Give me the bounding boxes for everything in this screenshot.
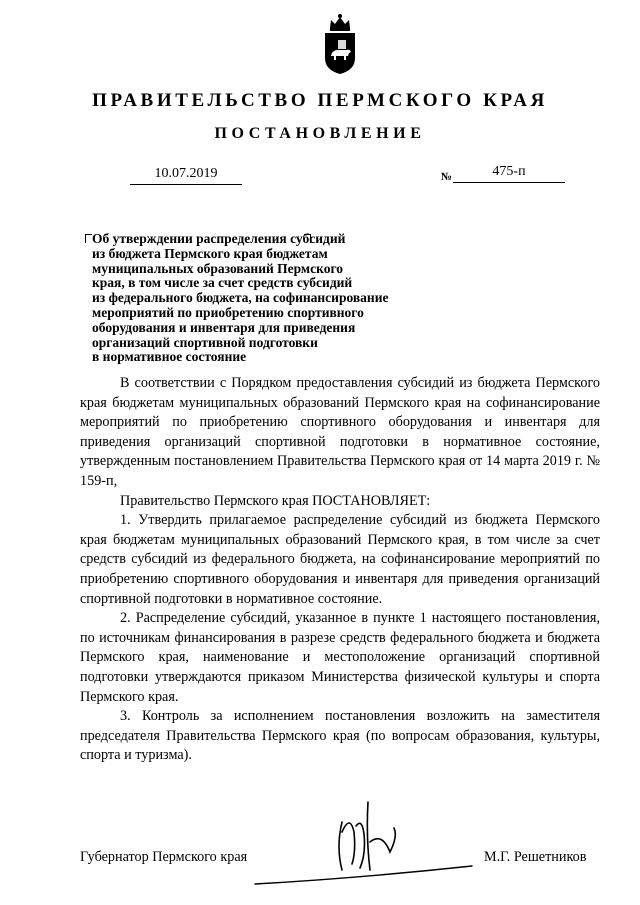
subject-line: оборудования и инвентаря для приведения	[92, 319, 356, 335]
number-label: №	[441, 171, 453, 183]
subject-line: края, в том числе за счет средств субсидий	[92, 275, 353, 291]
item-2-paragraph: 2. Распределение субсидий, указанное в пункте 1 настоящего постановления, по источникам финансирования в разрезе средств федерального бюджета и бюджета Пермского края, наименование и местоположение организаций спортивной подготовки утверждаются приказом Министерства физической культуры и спорта Пермского края.	[80, 610, 600, 705]
item-1-paragraph: 1. Утвердить прилагаемое распределение субсидий из бюджета Пермского края бюджетам муниципальных образований Пермского края, в том числе за счет средств субсидий из федерального бюджета, на софинансирование мероприятий по приобретению спортивного оборудования и инвентаря для приведения организаций спортивной подготовки в нормативное состояние.	[80, 512, 600, 607]
subject-bracket-left	[85, 234, 92, 243]
item-3-paragraph: 3. Контроль за исполнением постановления возложить на заместителя председателя Правительства Пермского края (по вопросам образования, культуры, спорта и туризма).	[80, 708, 600, 764]
signatory-name: М.Г. Решетников	[484, 849, 587, 865]
document-date: 10.07.2019	[130, 166, 242, 185]
subject-block	[92, 232, 452, 365]
coat-of-arms-icon	[322, 12, 358, 76]
subject-line: муниципальных образований Пермского	[92, 260, 344, 276]
document-type: ПОСТАНОВЛЕНИЕ	[214, 125, 426, 142]
subject-line: организаций спортивной подготовки	[92, 334, 318, 350]
subject-line: мероприятий по приобретению спортивного	[92, 304, 364, 320]
document-number: 475-п	[453, 164, 565, 183]
subject-line: из бюджета Пермского края бюджетам	[92, 245, 328, 261]
subject-line: из федерального бюджета, на софинансирование	[92, 290, 389, 306]
subject-line: в нормативное состояние	[92, 349, 247, 365]
handwritten-signature-icon	[250, 792, 480, 892]
resolution-paragraph: Правительство Пермского края ПОСТАНОВЛЯЕТ:	[120, 492, 431, 509]
subject-line: Об утверждении распределения субсидий	[92, 231, 346, 246]
preamble-paragraph: В соответствии с Порядком предоставления субсидий из бюджета Пермского края бюджетам муниципальных образований Пермского края на софинансирование мероприятий по приобретению спортивного оборудования и инвентаря для приведения организаций спортивной подготовки в нормативное состояние, утвержденным постановлением Правительства Пермского края от 14 марта 2019 г. № 159-п,	[80, 375, 600, 489]
government-title: ПРАВИТЕЛЬСТВО ПЕРМСКОГО КРАЯ	[92, 90, 548, 111]
document-body	[80, 374, 600, 766]
signatory-position: Губернатор Пермского края	[80, 849, 248, 865]
